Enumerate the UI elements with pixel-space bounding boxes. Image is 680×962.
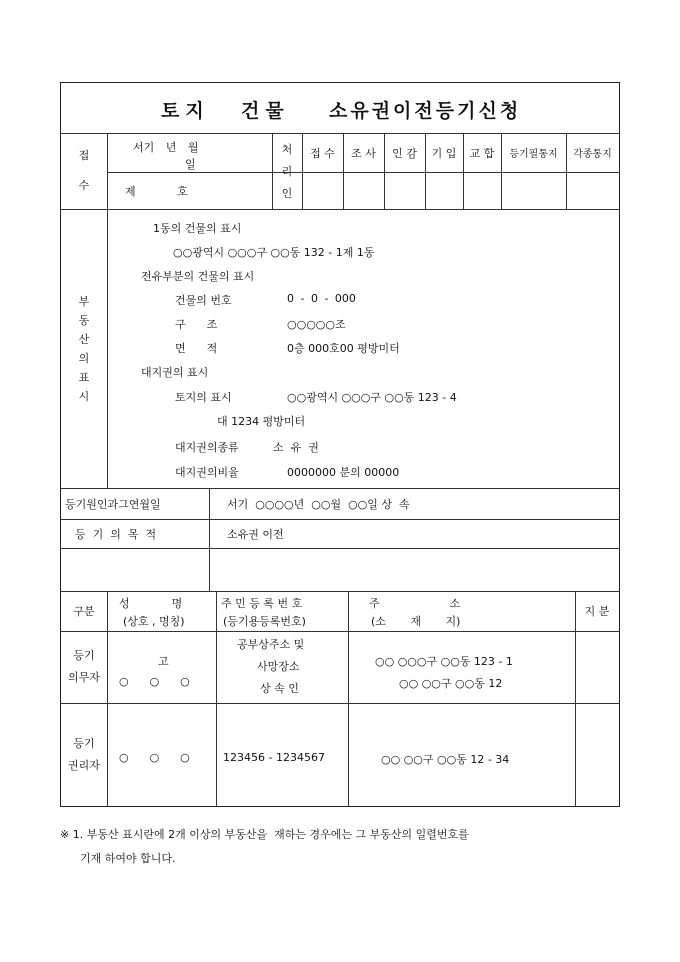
obligor-name-prefix: 고 bbox=[158, 655, 169, 668]
id-header: 주 민 등 록 번 호 bbox=[221, 597, 303, 610]
title-transfer: 소유권이전등기신청 bbox=[329, 100, 522, 122]
purpose-label: 등 기 의 목 적 bbox=[75, 528, 157, 541]
obligor-label-line1: 등기 bbox=[73, 649, 95, 662]
process-label bbox=[272, 135, 302, 209]
divider bbox=[348, 591, 349, 806]
reception-date: 서기 년 월 bbox=[133, 141, 199, 154]
form-title bbox=[61, 83, 619, 133]
right-ratio-value: 0000000 분의 00000 bbox=[287, 466, 400, 479]
title-land: 토지 bbox=[161, 100, 210, 122]
divider bbox=[61, 591, 619, 592]
divider bbox=[216, 591, 217, 806]
building-address: ○○광역시 ○○○구 ○○동 132 - 1제 1동 bbox=[173, 246, 375, 259]
divider bbox=[61, 209, 619, 210]
obligor-id-line2: 사망장소 bbox=[257, 660, 300, 673]
col-entry: 기 입 bbox=[431, 146, 457, 160]
land-value: ○○광역시 ○○○구 ○○동 123 - 4 bbox=[287, 391, 457, 404]
reception-label bbox=[61, 133, 107, 209]
building-no-value: 0 - 0 - 000 bbox=[287, 292, 356, 305]
land-area: 대 1234 평방미터 bbox=[217, 415, 306, 428]
footnote-line2: 기재 하여야 합니다. bbox=[80, 852, 176, 865]
divider bbox=[107, 209, 108, 488]
address-header: 주 소 bbox=[369, 597, 461, 610]
obligor-label-line2: 의무자 bbox=[68, 671, 100, 684]
footnote-line1: ※ 1. 부동산 표시란에 2개 이상의 부동산을 재하는 경우에는 그 부동산의 일렬번호를 bbox=[60, 828, 469, 841]
building-heading: 1동의 건물의 표시 bbox=[153, 222, 242, 235]
cause-label: 등기원인과그연월일 bbox=[65, 498, 161, 511]
purpose-value: 소유권 이전 bbox=[227, 528, 284, 541]
property-label-char: 표 bbox=[78, 370, 90, 384]
reception-number: 제 호 bbox=[125, 185, 188, 198]
cause-value: 서기 ○○○○년 ○○월 ○○일 상 속 bbox=[227, 498, 410, 511]
reception-label-top: 접 bbox=[78, 149, 90, 162]
name-header: 성 명 bbox=[119, 597, 183, 610]
property-label-char: 의 bbox=[78, 351, 90, 365]
divider bbox=[107, 133, 108, 209]
obligor-address-line1: ○○ ○○○구 ○○동 123 - 1 bbox=[375, 655, 513, 668]
area-label: 면 적 bbox=[175, 342, 218, 355]
holder-label-line1: 등기 bbox=[73, 736, 95, 750]
exclusive-heading: 전유부분의 건물의 표시 bbox=[141, 270, 255, 283]
structure-label: 구 조 bbox=[175, 318, 218, 331]
reception-label-bottom: 수 bbox=[78, 179, 90, 192]
right-type-label: 대지권의종류 bbox=[175, 441, 239, 454]
registration-form bbox=[60, 82, 620, 807]
holder-address: ○○ ○○구 ○○동 12 - 34 bbox=[381, 753, 510, 766]
divider bbox=[107, 172, 619, 173]
col-inspection: 조 사 bbox=[351, 146, 376, 160]
area-value: 0층 000호00 평방미터 bbox=[287, 342, 400, 355]
holder-label bbox=[61, 703, 107, 806]
structure-value: ○○○○○조 bbox=[287, 318, 346, 331]
obligor-id-line1: 공부상주소 및 bbox=[237, 638, 305, 651]
building-no-label: 건물의 번호 bbox=[175, 294, 232, 307]
right-ratio-label: 대지권의비율 bbox=[175, 466, 239, 479]
divider bbox=[61, 631, 619, 632]
holder-label-line2: 권리자 bbox=[68, 758, 100, 772]
obligor-address-line2: ○○ ○○구 ○○동 12 bbox=[399, 677, 503, 690]
name-header-sub: (상호 , 명칭) bbox=[123, 615, 185, 628]
process-label-text: 처리인 bbox=[281, 143, 293, 200]
divider bbox=[61, 519, 619, 520]
title-building: 건물 bbox=[241, 100, 290, 122]
property-label bbox=[61, 209, 107, 488]
divider bbox=[107, 591, 108, 806]
right-type-value: 소 유 권 bbox=[273, 441, 319, 454]
divider bbox=[61, 548, 619, 549]
property-label-char: 산 bbox=[78, 332, 90, 346]
col-check: 교 합 bbox=[469, 146, 495, 160]
holder-name: ○ ○ ○ bbox=[119, 751, 190, 764]
col-seal: 인 감 bbox=[392, 146, 417, 160]
property-label-char: 시 bbox=[78, 389, 90, 403]
footnote bbox=[60, 823, 630, 871]
land-label: 토지의 표시 bbox=[175, 391, 232, 404]
divider bbox=[61, 703, 619, 704]
reception-day: 일 bbox=[185, 158, 196, 171]
obligor-name: ○ ○ ○ bbox=[119, 675, 190, 688]
property-label-char: 동 bbox=[78, 313, 90, 327]
obligor-label bbox=[61, 631, 107, 703]
share-header: 지 분 bbox=[584, 605, 610, 618]
col-receipt: 접 수 bbox=[310, 146, 335, 160]
id-header-sub: (등기용등록번호) bbox=[223, 615, 306, 628]
property-label-char: 부 bbox=[78, 294, 90, 308]
col-misc-notice: 각종통지 bbox=[573, 149, 612, 160]
holder-id: 123456 - 1234567 bbox=[223, 751, 325, 764]
divider bbox=[61, 488, 619, 489]
party-type-header: 구분 bbox=[73, 605, 95, 618]
address-header-sub: (소 재 지) bbox=[371, 615, 461, 628]
land-heading: 대지권의 표시 bbox=[141, 366, 209, 379]
divider bbox=[209, 488, 210, 591]
col-completion-notice: 등기필통지 bbox=[509, 149, 558, 160]
obligor-id-line3: 상 속 인 bbox=[260, 682, 299, 695]
